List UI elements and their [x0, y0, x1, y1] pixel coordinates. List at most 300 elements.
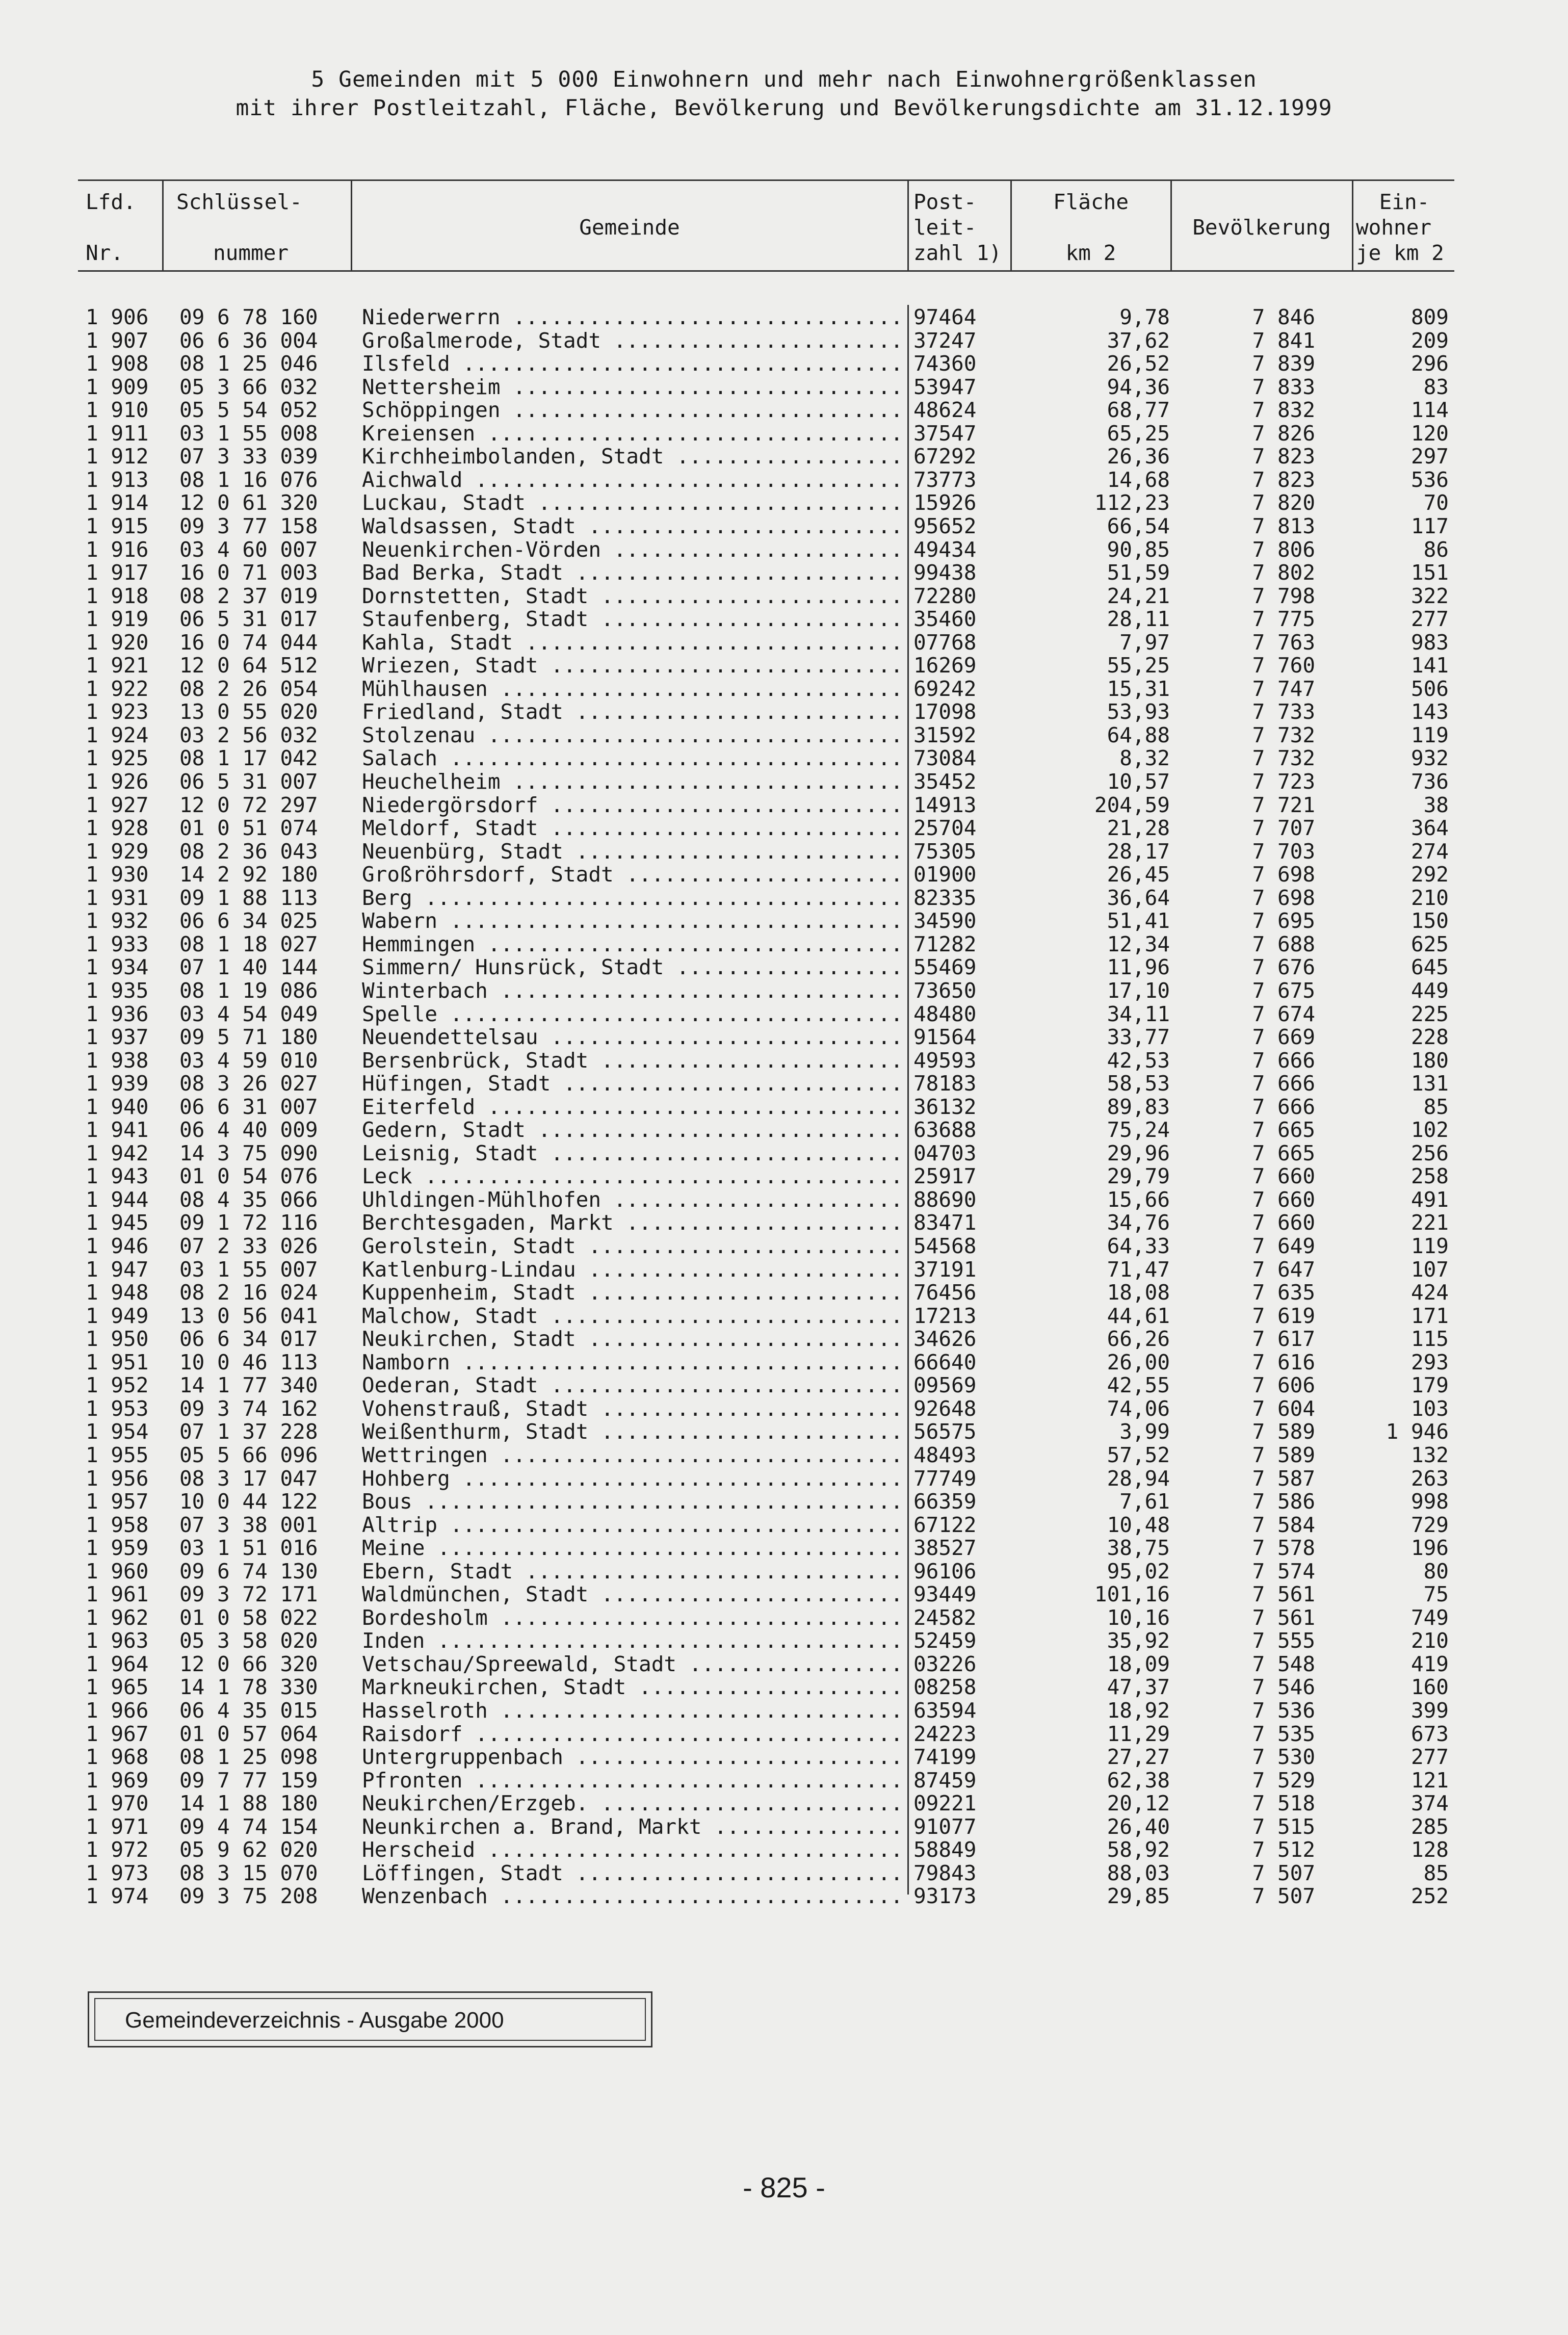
- postal-code: 99438: [913, 560, 977, 585]
- area-km2: 3,99: [1119, 1419, 1170, 1444]
- municipality-key: 03 4 54 049: [179, 1001, 318, 1026]
- row-number: 1 955: [86, 1442, 149, 1467]
- population-density: 141: [1410, 653, 1449, 678]
- municipality-name: Kahla, Stadt .....: [362, 631, 907, 654]
- population-density: 293: [1410, 1350, 1449, 1374]
- row-number: 1 973: [86, 1860, 149, 1885]
- area-km2: 24,21: [1107, 583, 1170, 608]
- municipality-key: 06 4 35 015: [179, 1698, 318, 1723]
- postal-code: 35460: [913, 607, 977, 632]
- municipality-key: 13 0 55 020: [179, 699, 318, 724]
- postal-code: 31592: [913, 722, 977, 747]
- population: 7 823: [1252, 467, 1315, 492]
- municipality-key: 07 3 33 039: [179, 444, 318, 469]
- header-lfd: Lfd.: [86, 190, 136, 214]
- municipality-key: 08 2 16 024: [179, 1280, 318, 1305]
- table-row: [0, 1281, 1568, 1304]
- population: 7 675: [1252, 978, 1315, 1003]
- area-km2: 94,36: [1107, 374, 1170, 399]
- municipality-name: Altrip .....: [362, 1514, 907, 1537]
- row-number: 1 909: [86, 374, 149, 399]
- population-density: 85: [1423, 1860, 1449, 1885]
- postal-code: 24223: [913, 1721, 977, 1746]
- area-km2: 34,11: [1107, 1001, 1170, 1026]
- postal-code: 49434: [913, 537, 977, 562]
- header-gemeinde: Gemeinde: [579, 215, 680, 240]
- header-nr: Nr.: [86, 241, 124, 265]
- row-number: 1 968: [86, 1745, 149, 1770]
- municipality-name: Berchtesgaden, Markt .....: [362, 1211, 907, 1234]
- municipality-name: Waldsassen, Stadt .....: [362, 515, 907, 538]
- area-km2: 7,97: [1119, 630, 1170, 655]
- row-number: 1 952: [86, 1373, 149, 1398]
- postal-code: 48480: [913, 1001, 977, 1026]
- municipality-key: 09 3 75 208: [179, 1884, 318, 1909]
- municipality-key: 09 3 77 158: [179, 513, 318, 538]
- population-density: 209: [1410, 328, 1449, 353]
- population: 7 529: [1252, 1768, 1315, 1793]
- population: 7 676: [1252, 955, 1315, 980]
- row-number: 1 948: [86, 1280, 149, 1305]
- postal-code: 09221: [913, 1791, 977, 1816]
- postal-code: 24582: [913, 1605, 977, 1630]
- postal-code: 91564: [913, 1025, 977, 1050]
- row-number: 1 962: [86, 1605, 149, 1630]
- area-km2: 66,54: [1107, 513, 1170, 538]
- population-density: 932: [1410, 746, 1449, 771]
- population-density: 1 946: [1386, 1419, 1449, 1444]
- population: 7 732: [1252, 722, 1315, 747]
- population-density: 180: [1410, 1048, 1449, 1073]
- postal-code: 34626: [913, 1327, 977, 1352]
- area-km2: 26,36: [1107, 444, 1170, 469]
- postal-code: 25917: [913, 1164, 977, 1189]
- municipality-name: Niederwerrn .....: [362, 306, 907, 329]
- postal-code: 56575: [913, 1419, 977, 1444]
- area-km2: 71,47: [1107, 1257, 1170, 1282]
- municipality-key: 09 3 72 171: [179, 1582, 318, 1607]
- population: 7 586: [1252, 1489, 1315, 1514]
- table-row: [0, 1885, 1568, 1908]
- population: 7 846: [1252, 305, 1315, 329]
- table-row: [0, 399, 1568, 422]
- area-km2: 51,59: [1107, 560, 1170, 585]
- area-km2: 27,27: [1107, 1745, 1170, 1770]
- table-row: [0, 1165, 1568, 1188]
- population-density: 274: [1410, 839, 1449, 864]
- population-density: 75: [1423, 1582, 1449, 1607]
- population: 7 733: [1252, 699, 1315, 724]
- population: 7 530: [1252, 1745, 1315, 1770]
- population: 7 649: [1252, 1234, 1315, 1258]
- population: 7 747: [1252, 676, 1315, 701]
- municipality-key: 08 2 26 054: [179, 676, 318, 701]
- table-row: [0, 1374, 1568, 1397]
- municipality-key: 03 1 55 008: [179, 421, 318, 446]
- population-density: 258: [1410, 1164, 1449, 1189]
- municipality-name: Namborn .....: [362, 1351, 907, 1374]
- population-density: 160: [1410, 1675, 1449, 1700]
- population: 7 674: [1252, 1001, 1315, 1026]
- row-number: 1 945: [86, 1210, 149, 1235]
- area-km2: 101,16: [1094, 1582, 1170, 1607]
- header-post-1: Post-: [913, 190, 977, 214]
- header-schluessel: Schlüssel-: [176, 190, 302, 214]
- table-row: [0, 445, 1568, 468]
- municipality-name: Wenzenbach .....: [362, 1885, 907, 1908]
- population: 7 515: [1252, 1814, 1315, 1839]
- postal-code: 38527: [913, 1536, 977, 1561]
- municipality-key: 09 4 74 154: [179, 1814, 318, 1839]
- table-row: [0, 1258, 1568, 1281]
- postal-code: 83471: [913, 1210, 977, 1235]
- municipality-name: Stolzenau .....: [362, 724, 907, 747]
- header-einwohner-2: wohner: [1356, 215, 1432, 240]
- population-density: 119: [1410, 722, 1449, 747]
- population: 7 723: [1252, 769, 1315, 794]
- municipality-key: 08 3 17 047: [179, 1466, 318, 1491]
- postal-code: 76456: [913, 1280, 977, 1305]
- municipality-key: 13 0 56 041: [179, 1303, 318, 1328]
- table-row: [0, 1815, 1568, 1838]
- page-number: - 825 -: [743, 2171, 825, 2203]
- population: 7 507: [1252, 1860, 1315, 1885]
- municipality-key: 08 2 36 043: [179, 839, 318, 864]
- population: 7 798: [1252, 583, 1315, 608]
- table-row: [0, 352, 1568, 375]
- row-number: 1 906: [86, 305, 149, 329]
- postal-code: 48624: [913, 398, 977, 423]
- area-km2: 51,41: [1107, 909, 1170, 933]
- postal-code: 37547: [913, 421, 977, 446]
- population: 7 665: [1252, 1118, 1315, 1143]
- municipality-key: 14 1 78 330: [179, 1675, 318, 1700]
- header-flaeche: Fläche: [1053, 190, 1129, 214]
- municipality-name: Bous .....: [362, 1490, 907, 1513]
- table-row: [0, 1049, 1568, 1072]
- population-density: 419: [1410, 1651, 1449, 1676]
- municipality-key: 06 6 36 004: [179, 328, 318, 353]
- population-density: 210: [1410, 885, 1449, 910]
- population: 7 688: [1252, 931, 1315, 956]
- postal-code: 95652: [913, 513, 977, 538]
- table-row: [0, 1119, 1568, 1141]
- municipality-name: Bersenbrück, Stadt .....: [362, 1049, 907, 1072]
- population-density: 107: [1410, 1257, 1449, 1282]
- row-number: 1 960: [86, 1559, 149, 1584]
- municipality-key: 06 4 40 009: [179, 1118, 318, 1143]
- postal-code: 16269: [913, 653, 977, 678]
- area-km2: 58,53: [1107, 1071, 1170, 1096]
- population-density: 322: [1410, 583, 1449, 608]
- area-km2: 28,17: [1107, 839, 1170, 864]
- row-number: 1 924: [86, 722, 149, 747]
- postal-code: 17213: [913, 1303, 977, 1328]
- row-number: 1 943: [86, 1164, 149, 1189]
- row-number: 1 956: [86, 1466, 149, 1491]
- population: 7 802: [1252, 560, 1315, 585]
- municipality-key: 14 2 92 180: [179, 862, 318, 887]
- population: 7 561: [1252, 1582, 1315, 1607]
- row-number: 1 959: [86, 1536, 149, 1561]
- row-number: 1 921: [86, 653, 149, 678]
- population-density: 221: [1410, 1210, 1449, 1235]
- table-row: [0, 538, 1568, 561]
- area-km2: 34,76: [1107, 1210, 1170, 1235]
- row-number: 1 941: [86, 1118, 149, 1143]
- municipality-name: Bad Berka, Stadt .....: [362, 561, 907, 584]
- table-row: [0, 1026, 1568, 1049]
- population: 7 721: [1252, 792, 1315, 817]
- municipality-name: Wriezen, Stadt .....: [362, 654, 907, 677]
- municipality-key: 01 0 57 064: [179, 1721, 318, 1746]
- population: 7 826: [1252, 421, 1315, 446]
- row-number: 1 919: [86, 607, 149, 632]
- area-km2: 42,55: [1107, 1373, 1170, 1398]
- municipality-name: Neukirchen/Erzgeb. .....: [362, 1792, 907, 1815]
- municipality-key: 01 0 58 022: [179, 1605, 318, 1630]
- postal-code: 58849: [913, 1837, 977, 1862]
- municipality-name: Kuppenheim, Stadt .....: [362, 1281, 907, 1304]
- row-number: 1 914: [86, 490, 149, 515]
- table-row: [0, 1606, 1568, 1629]
- population: 7 616: [1252, 1350, 1315, 1374]
- row-number: 1 946: [86, 1234, 149, 1258]
- postal-code: 92648: [913, 1396, 977, 1421]
- table-row: [0, 840, 1568, 863]
- postal-code: 14913: [913, 792, 977, 817]
- table-row: [0, 863, 1568, 886]
- row-number: 1 967: [86, 1721, 149, 1746]
- municipality-key: 16 0 71 003: [179, 560, 318, 585]
- population: 7 823: [1252, 444, 1315, 469]
- municipality-name: Ebern, Stadt .....: [362, 1560, 907, 1583]
- municipality-name: Neuenbürg, Stadt .....: [362, 840, 907, 863]
- area-km2: 18,08: [1107, 1280, 1170, 1305]
- table-row: [0, 515, 1568, 538]
- population: 7 839: [1252, 351, 1315, 376]
- municipality-name: Ilsfeld .....: [362, 352, 907, 375]
- postal-code: 69242: [913, 676, 977, 701]
- municipality-name: Vohenstrauß, Stadt .....: [362, 1397, 907, 1420]
- header-top-rule: [78, 179, 1454, 181]
- postal-code: 97464: [913, 305, 977, 329]
- col-divider: [907, 179, 909, 271]
- area-km2: 12,34: [1107, 931, 1170, 956]
- population: 7 604: [1252, 1396, 1315, 1421]
- population: 7 660: [1252, 1210, 1315, 1235]
- publication-box: [88, 1991, 652, 2047]
- municipality-key: 07 1 40 144: [179, 955, 318, 980]
- municipality-key: 08 2 37 019: [179, 583, 318, 608]
- area-km2: 65,25: [1107, 421, 1170, 446]
- municipality-key: 12 0 64 512: [179, 653, 318, 678]
- population-density: 86: [1423, 537, 1449, 562]
- municipality-name: Waldmünchen, Stadt .....: [362, 1583, 907, 1606]
- table-row: [0, 770, 1568, 793]
- population: 7 707: [1252, 816, 1315, 841]
- population-density: 117: [1410, 513, 1449, 538]
- area-km2: 29,79: [1107, 1164, 1170, 1189]
- postal-code: 36132: [913, 1094, 977, 1119]
- population-density: 143: [1410, 699, 1449, 724]
- row-number: 1 913: [86, 467, 149, 492]
- population-density: 131: [1410, 1071, 1449, 1096]
- municipality-key: 10 0 46 113: [179, 1350, 318, 1374]
- municipality-name: Löffingen, Stadt .....: [362, 1862, 907, 1885]
- area-km2: 42,53: [1107, 1048, 1170, 1073]
- table-row: [0, 1676, 1568, 1699]
- table-row: [0, 1490, 1568, 1513]
- table-row: [0, 469, 1568, 491]
- row-number: 1 912: [86, 444, 149, 469]
- header-km2: km 2: [1065, 241, 1116, 265]
- table-row: [0, 585, 1568, 608]
- population-density: 749: [1410, 1605, 1449, 1630]
- population: 7 619: [1252, 1303, 1315, 1328]
- municipality-key: 08 1 16 076: [179, 467, 318, 492]
- municipality-key: 08 1 19 086: [179, 978, 318, 1003]
- table-row: [0, 1537, 1568, 1560]
- municipality-name: Malchow, Stadt .....: [362, 1305, 907, 1328]
- municipality-name: Salach .....: [362, 747, 907, 770]
- municipality-key: 06 6 34 017: [179, 1327, 318, 1352]
- municipality-key: 06 5 31 007: [179, 769, 318, 794]
- table-row: [0, 1653, 1568, 1676]
- population: 7 669: [1252, 1025, 1315, 1050]
- header-post-3: zahl 1): [913, 241, 1002, 265]
- table-row: [0, 1142, 1568, 1165]
- table-row: [0, 1444, 1568, 1467]
- row-number: 1 928: [86, 816, 149, 841]
- row-number: 1 972: [86, 1837, 149, 1862]
- area-km2: 53,93: [1107, 699, 1170, 724]
- row-number: 1 965: [86, 1675, 149, 1700]
- municipality-name: Vetschau/Spreewald, Stadt .....: [362, 1653, 907, 1676]
- municipality-key: 03 4 60 007: [179, 537, 318, 562]
- municipality-name: Raisdorf .....: [362, 1723, 907, 1746]
- municipality-name: Wettringen .....: [362, 1444, 907, 1467]
- row-number: 1 933: [86, 931, 149, 956]
- row-number: 1 907: [86, 328, 149, 353]
- postal-code: 93173: [913, 1884, 977, 1909]
- postal-code: 82335: [913, 885, 977, 910]
- municipality-name: Leisnig, Stadt .....: [362, 1142, 907, 1165]
- table-row: [0, 933, 1568, 956]
- population-density: 119: [1410, 1234, 1449, 1258]
- table-row: [0, 631, 1568, 654]
- area-km2: 10,57: [1107, 769, 1170, 794]
- population-density: 225: [1410, 1001, 1449, 1026]
- population: 7 665: [1252, 1140, 1315, 1165]
- population-density: 263: [1410, 1466, 1449, 1491]
- area-km2: 26,40: [1107, 1814, 1170, 1839]
- population-density: 103: [1410, 1396, 1449, 1421]
- postal-code: 03226: [913, 1651, 977, 1676]
- municipality-name: Nettersheim .....: [362, 376, 907, 399]
- municipality-key: 07 2 33 026: [179, 1234, 318, 1258]
- population-density: 424: [1410, 1280, 1449, 1305]
- table-row: [0, 1211, 1568, 1234]
- area-km2: 11,96: [1107, 955, 1170, 980]
- population-density: 998: [1410, 1489, 1449, 1514]
- population-density: 70: [1423, 490, 1449, 515]
- area-km2: 18,09: [1107, 1651, 1170, 1676]
- population: 7 507: [1252, 1884, 1315, 1909]
- row-number: 1 931: [86, 885, 149, 910]
- municipality-key: 07 1 37 228: [179, 1419, 318, 1444]
- area-km2: 11,29: [1107, 1721, 1170, 1746]
- population-density: 491: [1410, 1187, 1449, 1212]
- municipality-name: Untergruppenbach .....: [362, 1746, 907, 1769]
- table-row: [0, 956, 1568, 979]
- postal-code: 37191: [913, 1257, 977, 1282]
- row-number: 1 974: [86, 1884, 149, 1909]
- row-number: 1 916: [86, 537, 149, 562]
- table-row: [0, 1629, 1568, 1652]
- municipality-key: 09 6 78 160: [179, 305, 318, 329]
- col-divider: [162, 179, 164, 271]
- municipality-name: Neuenkirchen-Vörden .....: [362, 538, 907, 561]
- table-row: [0, 1583, 1568, 1606]
- table-row: [0, 1305, 1568, 1328]
- area-km2: 95,02: [1107, 1559, 1170, 1584]
- row-number: 1 969: [86, 1768, 149, 1793]
- postal-code: 78183: [913, 1071, 977, 1096]
- municipality-key: 03 1 55 007: [179, 1257, 318, 1282]
- area-km2: 8,32: [1119, 746, 1170, 771]
- municipality-name: Herscheid .....: [362, 1838, 907, 1861]
- population: 7 578: [1252, 1536, 1315, 1561]
- postal-code: 04703: [913, 1140, 977, 1165]
- population-density: 114: [1410, 398, 1449, 423]
- postal-code: 75305: [913, 839, 977, 864]
- table-row: [0, 1514, 1568, 1537]
- municipality-key: 09 1 88 113: [179, 885, 318, 910]
- postal-code: 34590: [913, 909, 977, 933]
- municipality-key: 16 0 74 044: [179, 630, 318, 655]
- table-row: [0, 1746, 1568, 1769]
- table-row: [0, 1096, 1568, 1119]
- row-number: 1 966: [86, 1698, 149, 1723]
- population-density: 449: [1410, 978, 1449, 1003]
- population-density: 277: [1410, 607, 1449, 632]
- postal-code: 52459: [913, 1628, 977, 1653]
- population: 7 584: [1252, 1512, 1315, 1537]
- header-einwohner-1: Ein-: [1379, 190, 1430, 214]
- municipality-key: 12 0 72 297: [179, 792, 318, 817]
- area-km2: 29,85: [1107, 1884, 1170, 1909]
- table-row: [0, 1699, 1568, 1722]
- municipality-name: Neunkirchen a. Brand, Markt .....: [362, 1815, 907, 1838]
- municipality-key: 06 5 31 017: [179, 607, 318, 632]
- municipality-key: 05 3 66 032: [179, 374, 318, 399]
- row-number: 1 947: [86, 1257, 149, 1282]
- row-number: 1 930: [86, 862, 149, 887]
- postal-code: 15926: [913, 490, 977, 515]
- municipality-name: Hemmingen .....: [362, 933, 907, 956]
- table-row: [0, 794, 1568, 817]
- population: 7 695: [1252, 909, 1315, 933]
- population: 7 820: [1252, 490, 1315, 515]
- row-number: 1 917: [86, 560, 149, 585]
- table-row: [0, 1235, 1568, 1258]
- municipality-key: 05 9 62 020: [179, 1837, 318, 1862]
- table-row: [0, 1188, 1568, 1211]
- row-number: 1 932: [86, 909, 149, 933]
- postal-code: 87459: [913, 1768, 977, 1793]
- page-title-line-2: mit ihrer Postleitzahl, Fläche, Bevölkerung und Bevölkerungsdichte am 31.12.1999: [236, 95, 1332, 121]
